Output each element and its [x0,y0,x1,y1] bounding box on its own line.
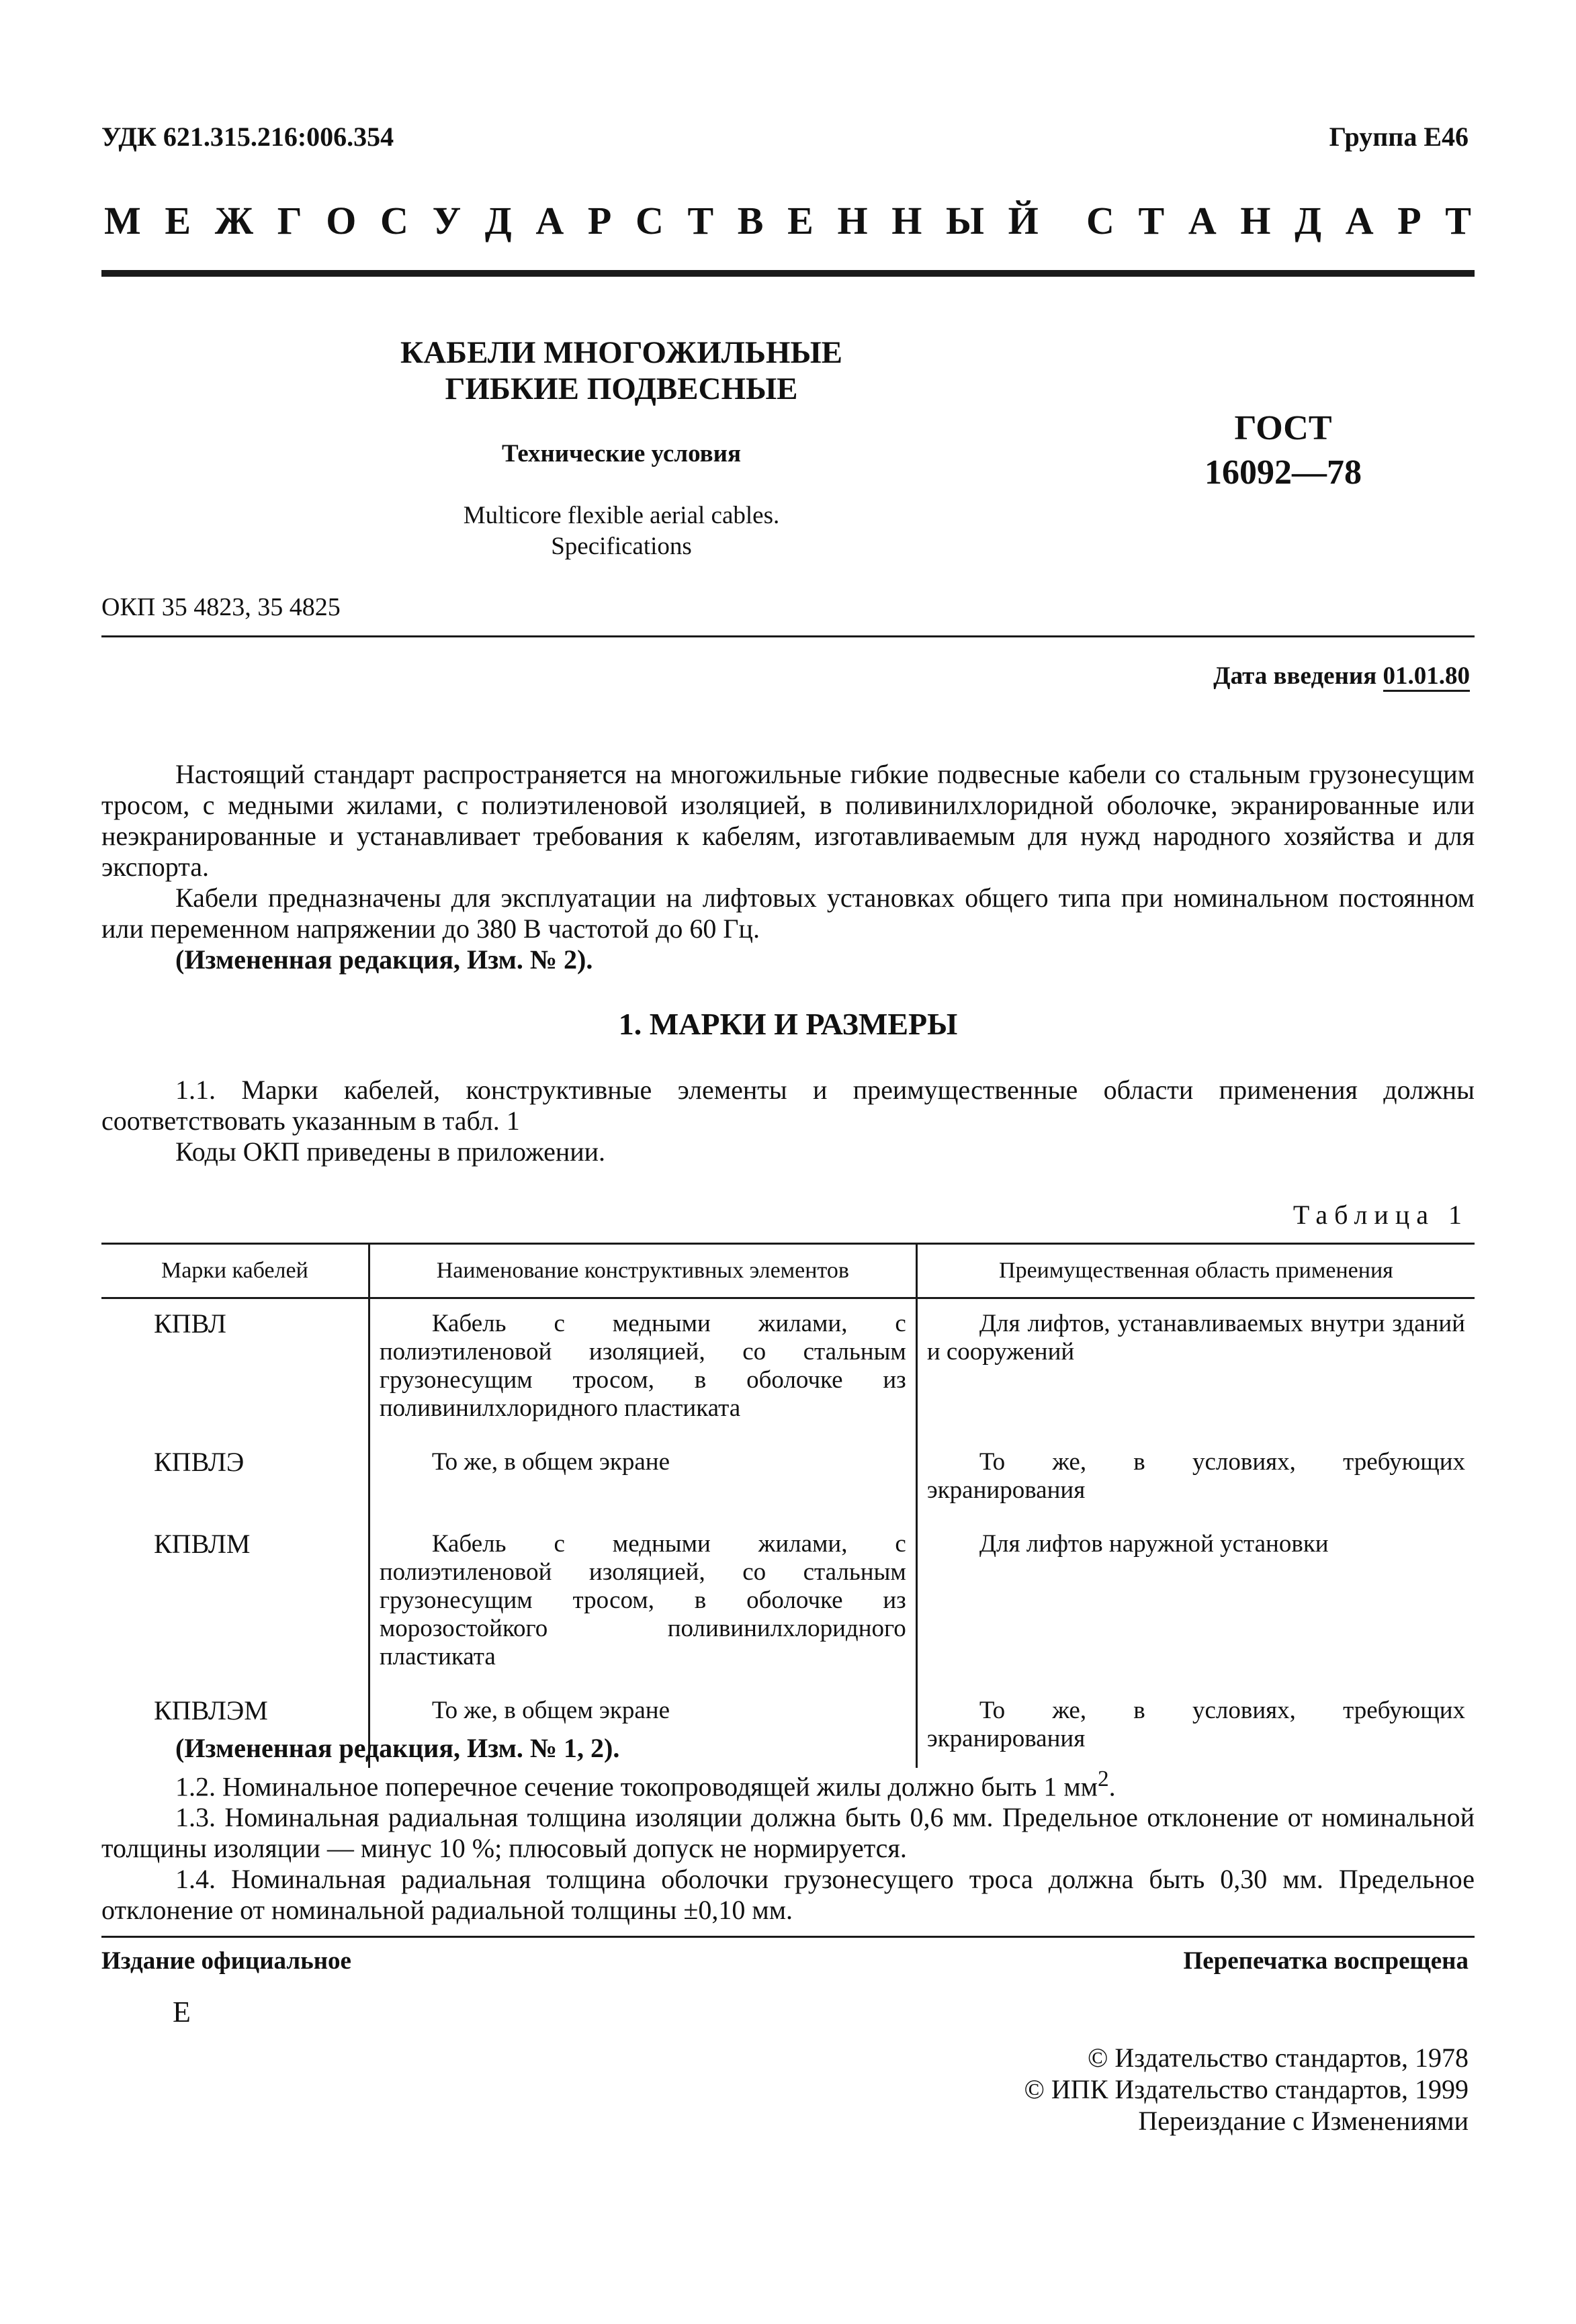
standard-type-heading [104,198,1471,243]
cell-mark: КПВЛМ [154,1529,251,1559]
udk-code: УДК 621.315.216:006.354 [101,122,394,152]
column-header-elements: Наименование конструктивных элементов [369,1244,916,1298]
section-1-text [101,1075,1475,1167]
cell-application: То же, в условиях, требующих экранирования [916,1686,1475,1768]
title-english-line-2: Specifications [551,533,692,560]
table-row [101,1437,1475,1519]
clause-1-1: 1.1. Марки кабелей, конструктивные элементы и преимущественные области применения должны соответствовать указанным в табл. 1 [101,1075,1475,1136]
cell-application: Для лифтов наружной установки [916,1519,1475,1686]
cell-application: Для лифтов, устанавливаемых внутри зданий и сооружений [916,1298,1475,1438]
reissue-note: Переиздание с Изменениями [1138,2106,1469,2136]
intro-edit-note: (Измененная редакция, Изм. № 2). [175,944,593,975]
introduction-date-label: Дата введения [1213,662,1377,690]
heading-letter: А [1345,199,1374,242]
clause-1-4: 1.4. Номинальная радиальная толщина оболочки грузонесущего троса должна быть 0,30 мм. Предельное отклонение от номинальной радиальной толщины ±0,10 мм. [101,1864,1475,1926]
heading-letter: Е [787,199,814,242]
heading-letter: Ы [945,199,984,242]
section-heading: 1. МАРКИ И РАЗМЕРЫ [618,1007,958,1041]
copyright-1978: © Издательство стандартов, 1978 [1087,2043,1469,2073]
clause-1-2-text: 1.2. Номинальное поперечное сечение токопроводящей жилы должно быть 1 мм [175,1771,1098,1802]
cell-mark: КПВЛ [154,1308,226,1339]
title-english [356,500,887,562]
heading-letter: Н [837,199,868,242]
heading-letter: С [380,199,408,242]
heading-letter: А [535,199,564,242]
title-rule [101,635,1475,637]
title-line-2: ГИБКИЕ ПОДВЕСНЫЕ [445,371,798,406]
heading-letter: Н [1240,199,1271,242]
gost-label: ГОСТ [1234,409,1332,447]
cell-description: Кабель с медными жилами, с полиэтиленовой изоляцией, со стальным грузонесущим тросом, в оболочке из морозостойкого поливинилхлоридного пластиката [369,1519,916,1686]
heading-letter: А [1188,199,1217,242]
intro-paragraph-1: Настоящий стандарт распространяется на многожильные гибкие подвесные кабели со стальным грузонесущим тросом, с медными жилами, с полиэтиленовой изоляцией, в поливинилхлоридной оболочке, экранированные или неэкранированные и устанавливает требования к кабелям, изготавливаемым для нужд народного хозяйства и для экспорта. [101,759,1475,882]
clause-1-2-end: . [1108,1771,1116,1802]
title-subtitle: Технические условия [502,440,741,467]
cell-description: То же, в общем экране [369,1686,916,1768]
official-edition: Издание официальное [101,1947,351,1975]
heading-letter: Р [587,199,612,242]
heading-letter: Й [1008,199,1039,242]
heading-letter: Г [277,199,302,242]
table-header-row [101,1244,1475,1298]
heading-letter: Т [1138,199,1165,242]
cell-application: То же, в условиях, требующих экранирования [916,1437,1475,1519]
heading-letter: Т [1445,199,1471,242]
title-english-line-1: Multicore flexible aerial cables. [463,502,780,529]
introduction-date [1213,662,1470,690]
cable-marks-table [101,1243,1475,1768]
clause-1-3: 1.3. Номинальная радиальная толщина изоляции должна быть 0,6 мм. Предельное отклонение от номинальной толщины изоляции — минус 10 %; плюсовый допуск не нормируется. [101,1802,1475,1864]
gost-code: 16092—78 [1205,453,1362,492]
introduction-date-value: 01.01.80 [1383,662,1471,692]
cell-description: То же, в общем экране [369,1437,916,1519]
cell-mark: КПВЛЭ [154,1447,245,1477]
table-row [101,1298,1475,1438]
column-header-marks: Марки кабелей [101,1244,369,1298]
heading-letter: С [635,199,664,242]
heading-letter: В [737,199,764,242]
clause-1-2-exponent: 2 [1097,1767,1109,1791]
heading-letter: Д [1295,199,1322,242]
clause-1-1-okp: Коды ОКП приведены в приложении. [175,1136,606,1167]
heading-letter: О [326,199,357,242]
heading-letter: Т [687,199,714,242]
reprint-prohibited: Перепечатка воспрещена [1183,1947,1469,1975]
header-rule [101,270,1475,277]
intro-text [101,759,1475,975]
okp-codes: ОКП 35 4823, 35 4825 [101,593,341,621]
copyright-1999: © ИПК Издательство стандартов, 1999 [1024,2074,1469,2104]
heading-letter: Е [165,199,191,242]
heading-letter: Н [891,199,922,242]
cell-mark: КПВЛЭМ [154,1695,268,1726]
intro-paragraph-2: Кабели предназначены для эксплуатации на лифтовых установках общего типа при номинальном постоянном или переменном напряжении до 380 В частотой до 60 Гц. [101,883,1475,944]
table-label: Таблица 1 [1293,1200,1469,1230]
heading-letter: С [1086,199,1114,242]
footer-rule [101,1936,1475,1938]
title-line-1: КАБЕЛИ МНОГОЖИЛЬНЫЕ [400,335,842,370]
copyright-block [1024,2042,1469,2137]
cell-description: Кабель с медными жилами, с полиэтиленовой изоляцией, со стальным грузонесущим тросом, в оболочке из поливинилхлоридного пластиката [369,1298,916,1438]
title-block [356,334,887,562]
clause-1-2 [101,1764,1475,1802]
gost-number [1169,406,1397,495]
group-code: Группа Е46 [1329,122,1469,152]
heading-letter: Ж [214,199,254,242]
column-header-application: Преимущественная область применения [916,1244,1475,1298]
table-row [101,1519,1475,1686]
table-edit-note: (Измененная редакция, Изм. № 1, 2). [175,1733,620,1763]
heading-letter: Р [1397,199,1421,242]
edition-mark: Е [173,1996,191,2028]
clauses-after-table [101,1733,1475,1926]
heading-letter: М [104,199,141,242]
heading-letter: Д [484,199,512,242]
heading-letter: У [432,199,462,242]
